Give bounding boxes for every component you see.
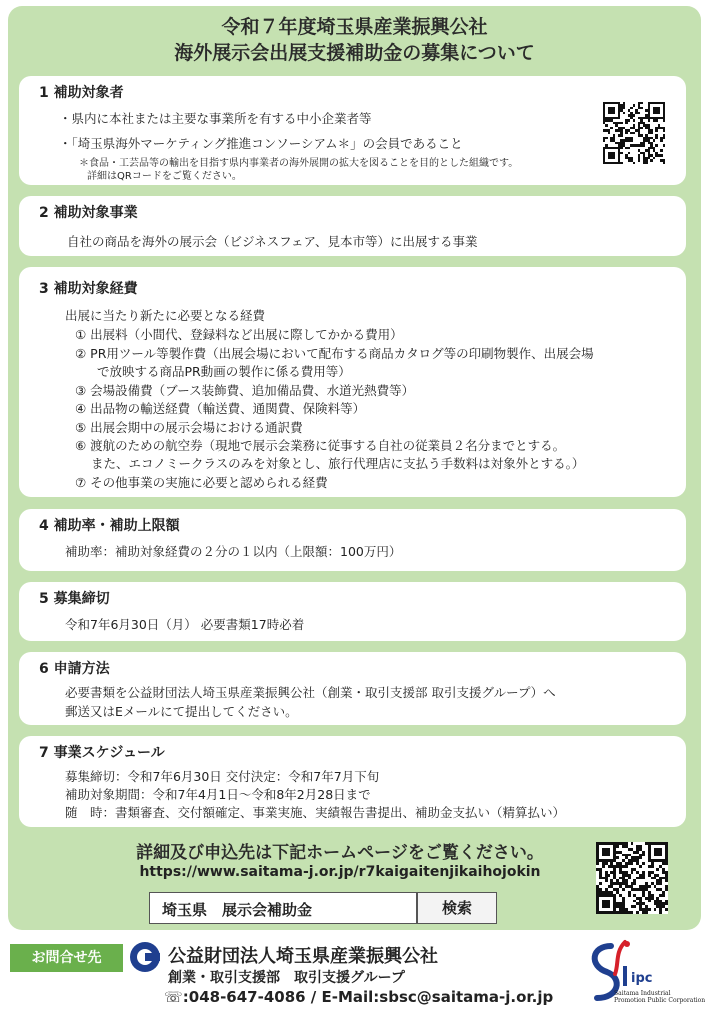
section-3-intro: 出展に当たり新たに必要となる経費 [65, 308, 266, 323]
page-title: 令和７年度埼玉県産業振興公社 海外展示会出展支援補助金の募集について [174, 16, 535, 64]
section-2-text: 自社の商品を海外の展示会（ビジネスフェア、見本市等）に出展する事業 [67, 234, 478, 249]
expense-item: また、エコノミークラスのみを対象とし、旅行代理店に支払う手数料は対象外とする。） [91, 456, 585, 471]
qr-code-icon[interactable] [603, 102, 665, 164]
section-6-line: 郵送又はEメールにて提出してください。 [65, 704, 298, 719]
section-6-card [19, 652, 686, 725]
section-3-heading: 3 補助対象経費 [39, 281, 138, 297]
section-5-card [19, 582, 686, 641]
section-1-card [19, 76, 686, 185]
expense-item: ④ 出品物の輸送経費（輸送費、通関費、保険料等） [75, 401, 366, 416]
qr-code-icon[interactable] [596, 842, 668, 914]
section-7-heading: 7 事業スケジュール [39, 745, 165, 761]
search-button[interactable]: 検索 [417, 892, 497, 924]
section-4-card [19, 509, 686, 571]
expense-item: ⑤ 出展会期中の展示会場における通訳費 [75, 420, 303, 435]
expense-item: ⑦ その他事業の実施に必要と認められる経費 [75, 475, 328, 490]
section-3-card [19, 267, 686, 497]
cta-text: 詳細及び申込先は下記ホームページをご覧ください。 [136, 843, 544, 863]
expense-item: で放映する商品PR動画の製作に係る費用等） [97, 364, 351, 379]
section-6-heading: 6 申請方法 [39, 661, 110, 677]
expense-item: ⑥ 渡航のための航空券（現地で展示会業務に従事する自社の従業員２名分までとする。 [75, 438, 566, 453]
org-emblem-icon [130, 942, 160, 972]
org-name: 公益財団法人埼玉県産業振興公社 [168, 946, 438, 967]
section-5-text: 令和7年6月30日（月） 必要書類17時必着 [65, 617, 305, 632]
logo-mark: ipc [631, 971, 653, 986]
expense-item: ② PR用ツール等製作費（出展会場において配布する商品カタログ等の印刷物製作、出展会場 [75, 346, 594, 361]
section-4-heading: 4 補助率・補助上限額 [39, 518, 180, 534]
expense-item: ① 出展料（小間代、登録料など出展に際してかかる費用） [75, 327, 403, 342]
contact-badge: お問合せ先 [10, 944, 123, 972]
schedule-line: 募集締切：令和7年6月30日 交付決定：令和7年7月下旬 [65, 769, 380, 784]
section-1-item: ・「埼玉県海外マーケティング推進コンソーシアム＊」の会員であること [59, 136, 463, 151]
section-1-note: ＊食品・工芸品等の輸出を目指す県内事業者の海外展開の拡大を図ることを目的とした組織です。 [79, 158, 519, 169]
section-2-heading: 2 補助対象事業 [39, 205, 138, 221]
section-6-line: 必要書類を公益財団法人埼玉県産業振興公社（創業・取引支援部 取引支援グループ）へ [65, 685, 556, 700]
org-department: 創業・取引支援部 取引支援グループ [168, 970, 405, 986]
section-1-item: ・県内に本社または主要な事業所を有する中小企業者等 [59, 111, 372, 126]
schedule-line: 補助対象期間：令和7年4月1日～令和8年2月28日まで [65, 787, 371, 802]
section-7-card [19, 736, 686, 827]
schedule-line: 随 時：書類審査、交付額確定、事業実施、実績報告書提出、補助金支払い（精算払い） [65, 805, 566, 820]
section-2-card [19, 196, 686, 256]
cta-url-link[interactable]: https://www.saitama-j.or.jp/r7kaigaitenjikaihojokin [139, 864, 541, 880]
section-1-note: 詳細はQRコードをご覧ください。 [87, 171, 242, 182]
search-input[interactable]: 埼玉県 展示会補助金 [149, 892, 417, 924]
section-5-heading: 5 募集締切 [39, 591, 110, 607]
section-4-text: 補助率：補助対象経費の２分の１以内（上限額：100万円） [65, 544, 402, 559]
contact-phone-email[interactable]: ☏:048-647-4086 / E-Mail:sbsc@saitama-j.or.jp [164, 988, 554, 1006]
expense-item: ③ 会場設備費（ブース装飾費、追加備品費、水道光熱費等） [75, 383, 415, 398]
section-1-heading: 1 補助対象者 [39, 85, 124, 101]
logo-caption: Saitama Industrial Promotion Public Corporation [614, 990, 706, 1004]
